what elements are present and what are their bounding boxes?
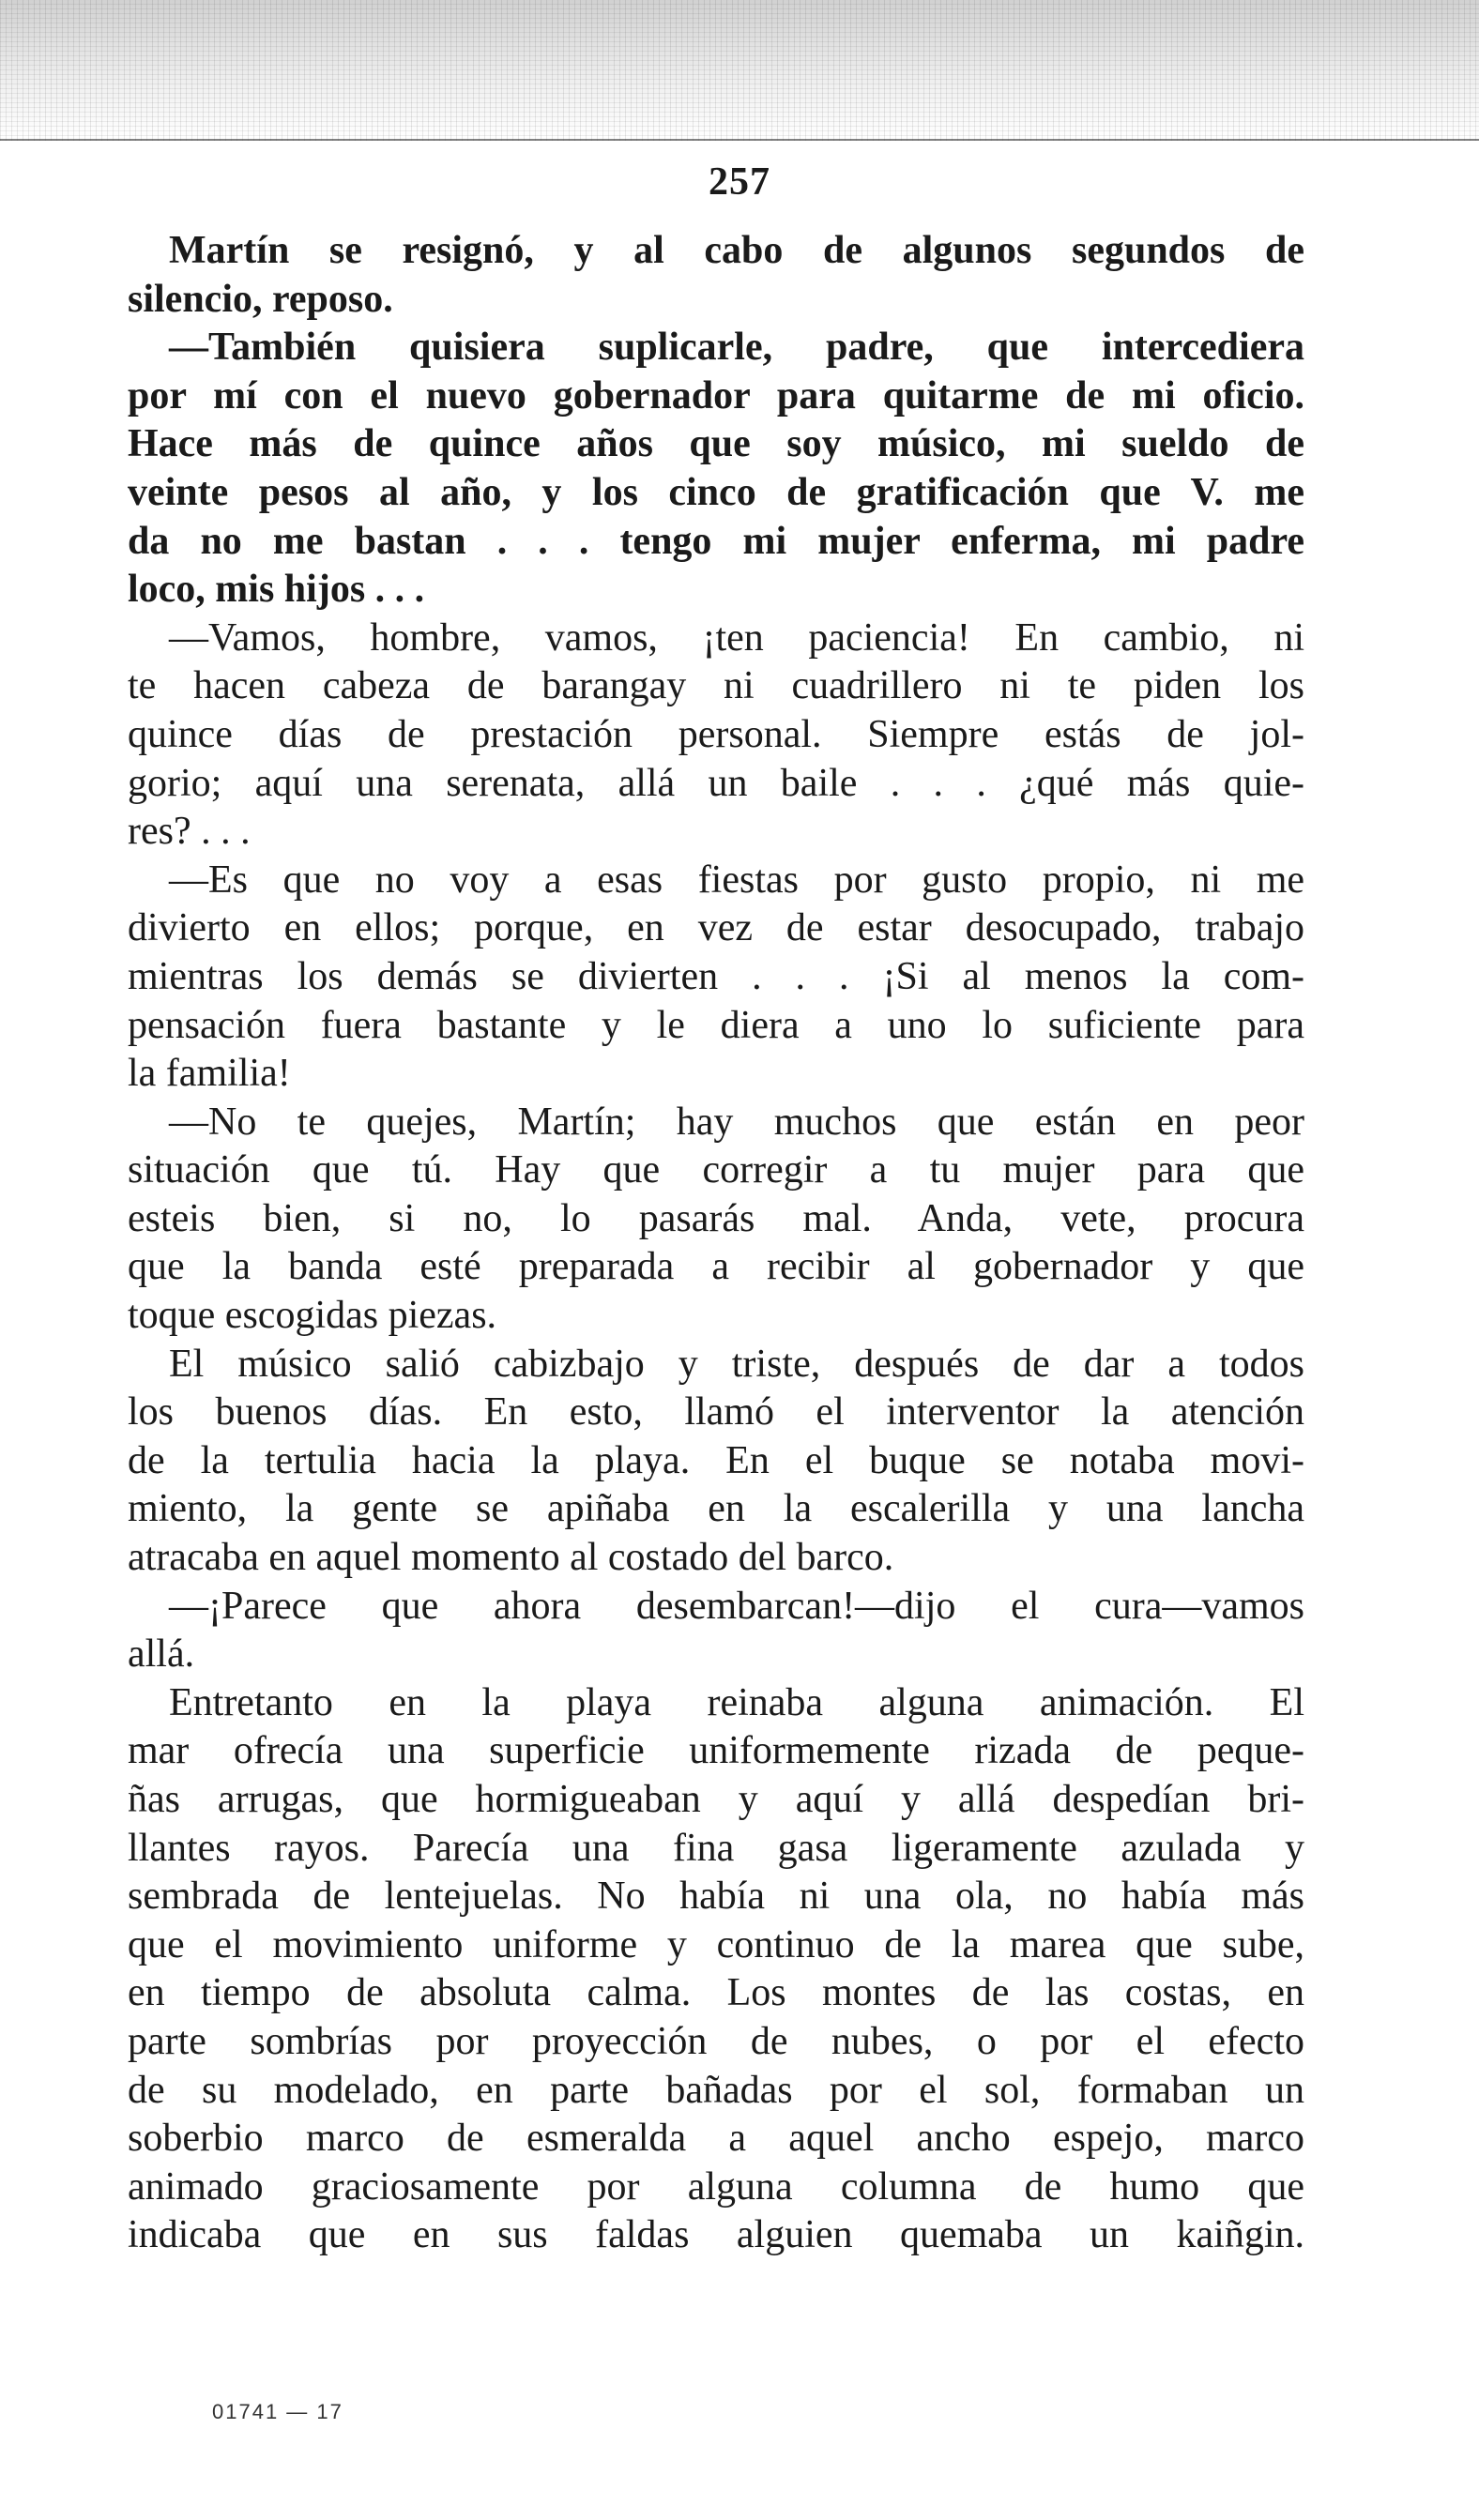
text-line: toque escogidas piezas. <box>128 1294 497 1338</box>
text-line: llantes rayos. Parecía una fina gasa ligeramente azulada y <box>128 1826 1304 1870</box>
text-line: veinte pesos al año, y los cinco de gratificación que V. me <box>128 470 1304 514</box>
text-line: parte sombrías por proyección de nubes, o por el efecto <box>128 2019 1304 2063</box>
text-line: la familia! <box>128 1052 291 1096</box>
text-line: miento, la gente se apiñaba en la escalerilla y una lancha <box>128 1487 1304 1531</box>
text-line: en tiempo de absoluta calma. Los montes de las costas, en <box>128 1971 1304 2015</box>
text-line: mientras los demás se divierten . . . ¡Si al menos la com- <box>128 954 1304 998</box>
text-line: de la tertulia hacia la playa. En el buque se notaba movi- <box>128 1438 1304 1482</box>
scan-noise-header <box>0 0 1479 141</box>
text-line: atracaba en aquel momento al costado del barco. <box>128 1536 894 1580</box>
printer-signature-code: 01741 — 17 <box>212 2400 343 2423</box>
text-line: divierto en ellos; porque, en vez de estar desocupado, trabajo <box>128 906 1304 950</box>
text-line: los buenos días. En esto, llamó el interventor la atención <box>128 1390 1304 1435</box>
text-line: que el movimiento uniforme y continuo de la marea que sube, <box>128 1922 1304 1966</box>
text-line: —No te quejes, Martín; hay muchos que están en peor <box>169 1100 1304 1144</box>
text-line: allá. <box>128 1632 195 1677</box>
text-line: res? . . . <box>128 810 251 854</box>
text-line: —También quisiera suplicarle, padre, que intercediera <box>169 326 1304 370</box>
text-line: silencio, reposo. <box>128 277 393 321</box>
text-line: de su modelado, en parte bañadas por el sol, formaban un <box>128 2068 1304 2112</box>
text-line: Entretanto en la playa reinaba alguna animación. El <box>169 1680 1304 1724</box>
text-line: —¡Parece que ahora desembarcan!—dijo el cura—vamos <box>169 1584 1304 1628</box>
text-line: indicaba que en sus faldas alguien quemaba un kaiñgin. <box>128 2213 1304 2257</box>
text-line: da no me bastan . . . tengo mi mujer enferma, mi padre <box>128 519 1304 563</box>
text-line: pensación fuera bastante y le diera a uno lo suficiente para <box>128 1003 1304 1047</box>
text-line: Martín se resignó, y al cabo de algunos segundos de <box>169 229 1304 272</box>
text-line: Hace más de quince años que soy músico, mi sueldo de <box>128 422 1304 466</box>
page-number: 257 <box>709 160 770 204</box>
text-line: loco, mis hijos . . . <box>128 568 425 612</box>
text-line: situación que tú. Hay que corregir a tu mujer para que <box>128 1148 1304 1192</box>
text-line: El músico salió cabizbajo y triste, después de dar a todos <box>169 1342 1304 1386</box>
header-rule <box>0 139 1479 141</box>
text-line: que la banda esté preparada a recibir al gobernador y que <box>128 1245 1304 1289</box>
text-line: soberbio marco de esmeralda a aquel ancho espejo, marco <box>128 2117 1304 2161</box>
text-line: —Vamos, hombre, vamos, ¡ten paciencia! En cambio, ni <box>169 615 1304 660</box>
text-line: gorio; aquí una serenata, allá un baile . . . ¿qué más quie- <box>128 761 1304 805</box>
text-line: quince días de prestación personal. Siempre estás de jol- <box>128 712 1304 756</box>
text-line: esteis bien, si no, lo pasarás mal. Anda, vete, procura <box>128 1196 1304 1240</box>
text-line: —Es que no voy a esas fiestas por gusto propio, ni me <box>169 858 1304 902</box>
text-line: te hacen cabeza de barangay ni cuadrillero ni te piden los <box>128 664 1304 708</box>
text-line: por mí con el nuevo gobernador para quitarme de mi oficio. <box>128 373 1304 417</box>
text-line: sembrada de lentejuelas. No había ni una ola, no había más <box>128 1875 1304 1919</box>
page-body-text <box>128 227 1304 2260</box>
text-line: mar ofrecía una superficie uniformemente rizada de peque- <box>128 1729 1304 1773</box>
text-line: animado graciosamente por alguna columna de humo que <box>128 2164 1304 2209</box>
text-line: ñas arrugas, que hormigueaban y aquí y allá despedían bri- <box>128 1778 1304 1821</box>
